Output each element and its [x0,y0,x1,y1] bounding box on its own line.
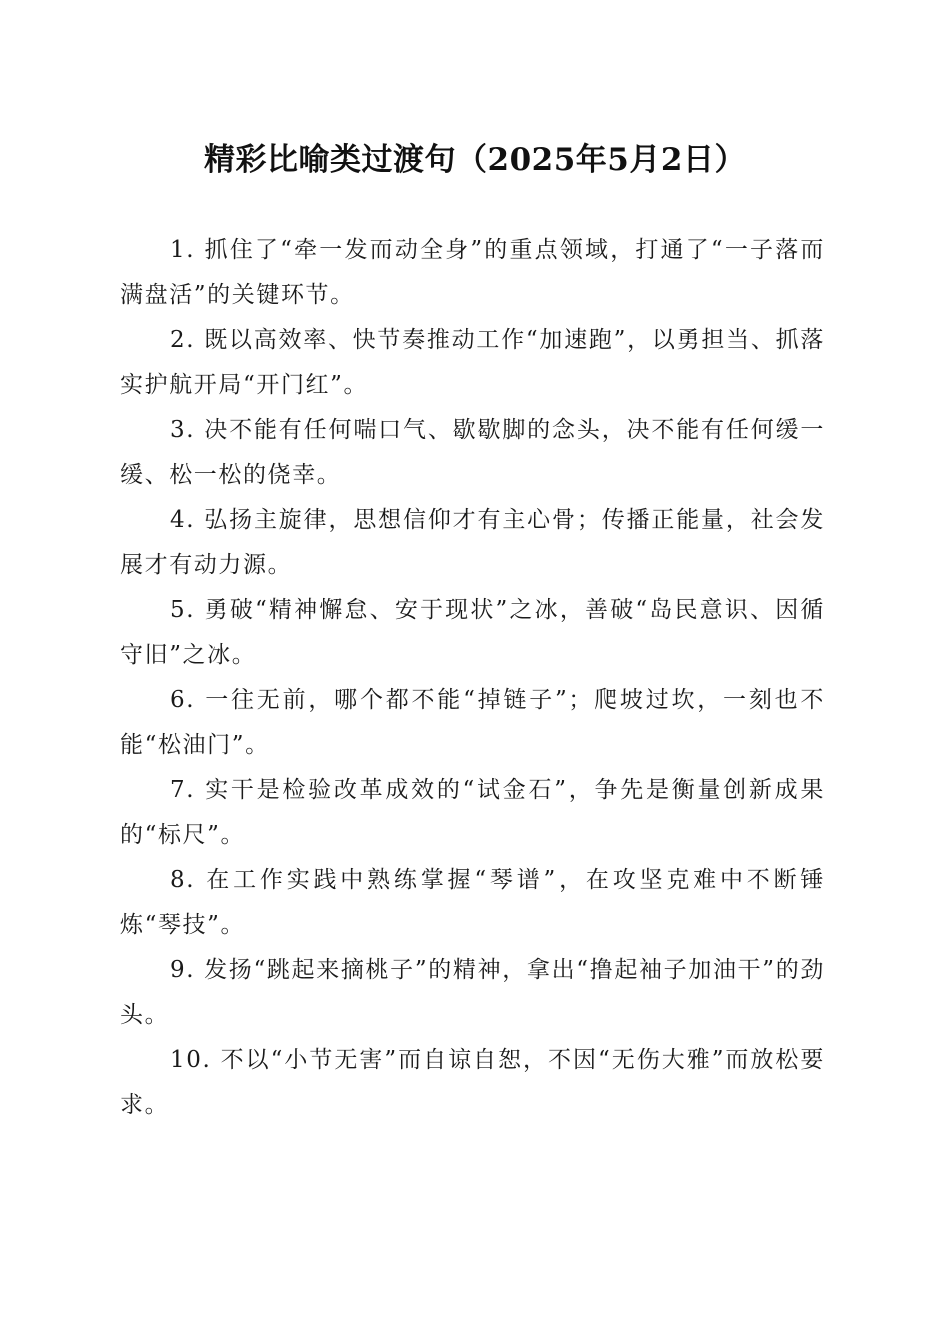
paragraph: 10. 不以“小节无害”而自谅自恕，不因“无伤大雅”而放松要求。 [120,1047,825,1118]
document-body [120,228,825,1128]
paragraph: 9. 发扬“跳起来摘桃子”的精神，拿出“撸起袖子加油干”的劲头。 [120,957,825,1028]
paragraph: 6. 一往无前，哪个都不能“掉链子”；爬坡过坎，一刻也不能“松油门”。 [120,687,825,758]
paragraph: 5. 勇破“精神懈怠、安于现状”之冰，善破“岛民意识、因循守旧”之冰。 [120,597,825,668]
paragraph: 8. 在工作实践中熟练掌握“琴谱”，在攻坚克难中不断锤炼“琴技”。 [120,867,825,938]
paragraph: 2. 既以高效率、快节奏推动工作“加速跑”，以勇担当、抓落实护航开局“开门红”。 [120,327,825,398]
paragraph: 4. 弘扬主旋律，思想信仰才有主心骨；传播正能量，社会发展才有动力源。 [120,507,825,578]
paragraph: 7. 实干是检验改革成效的“试金石”，争先是衡量创新成果的“标尺”。 [120,777,825,848]
document-title: 精彩比喻类过渡句（2025年5月2日） [204,142,746,178]
paragraph: 3. 决不能有任何喘口气、歇歇脚的念头，决不能有任何缓一缓、松一松的侥幸。 [120,417,825,488]
paragraph: 1. 抓住了“牵一发而动全身”的重点领域，打通了“一子落而满盘活”的关键环节。 [120,237,825,308]
